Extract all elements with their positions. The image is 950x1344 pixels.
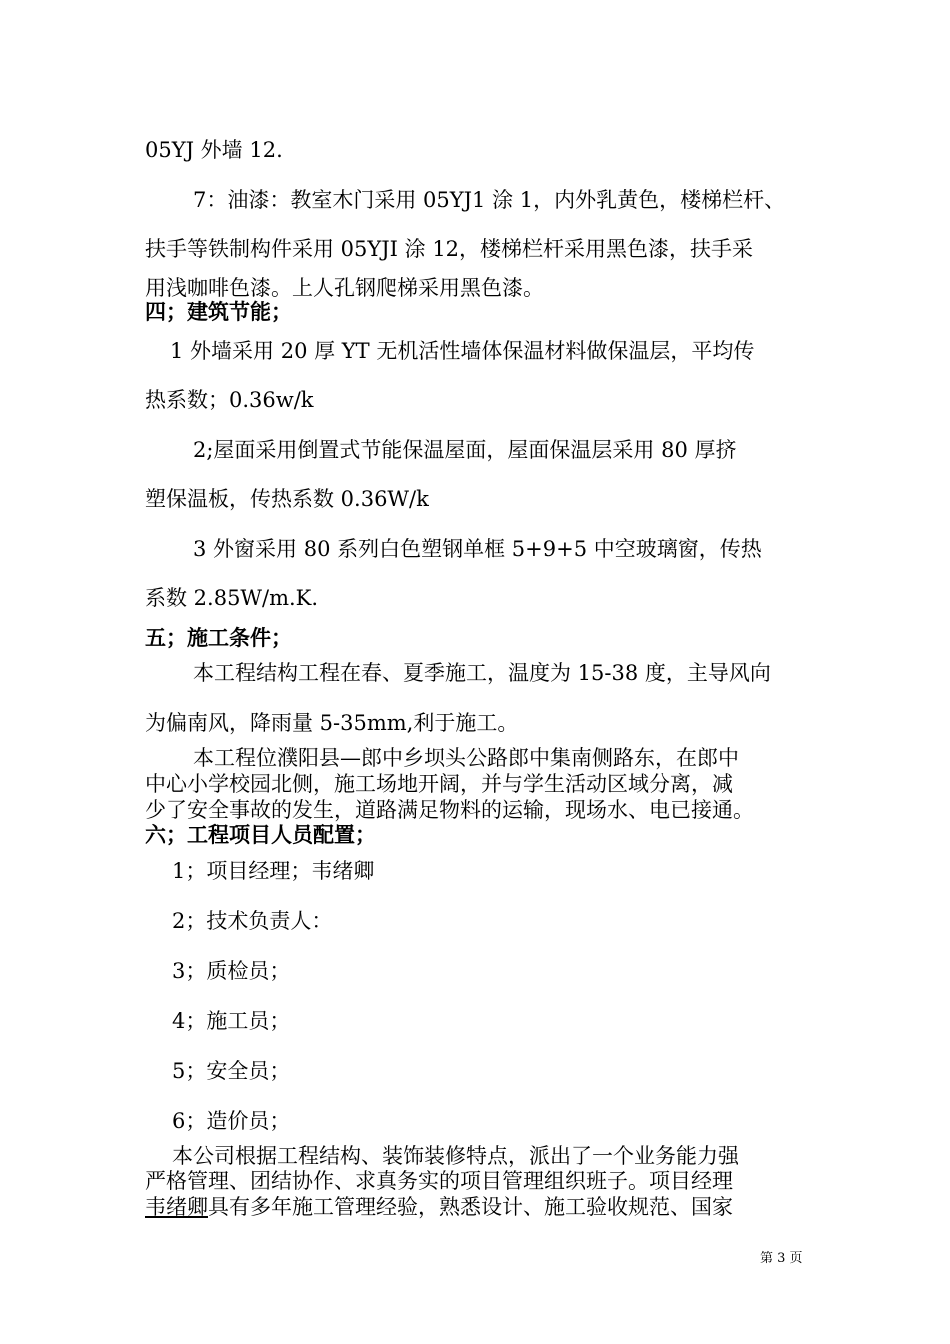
underlined-name: 韦绪卿 (145, 1195, 208, 1219)
list-item: 3；质检员； (172, 959, 291, 983)
text-line: 中心小学校园北侧，施工场地开阔，并与学生活动区域分离，减 (145, 772, 733, 796)
list-item: 5；安全员； (172, 1059, 291, 1083)
list-item: 1；项目经理；韦绪卿 (172, 859, 375, 883)
text-line: 3 外窗采用 80 系列白色塑钢单框 5+9+5 中空玻璃窗，传热 (193, 537, 762, 561)
text-line: 用浅咖啡色漆。上人孔钢爬梯采用黑色漆。 (145, 276, 544, 300)
section-heading: 六；工程项目人员配置； (145, 822, 376, 847)
text-line: 少了安全事故的发生，道路满足物料的运输，现场水、电已接通。 (145, 798, 754, 822)
text-line: 扶手等铁制构件采用 05YJI 涂 12，楼梯栏杆采用黑色漆，扶手采 (145, 237, 754, 261)
text-line: 05YJ 外墙 12. (145, 138, 283, 162)
page-number: 第 3 页 (760, 1251, 803, 1266)
text-run: 具有多年施工管理经验，熟悉设计、施工验收规范、国家 (208, 1195, 733, 1219)
text-line: 本公司根据工程结构、装饰装修特点，派出了一个业务能力强 (172, 1144, 739, 1168)
text-line: 为偏南风，降雨量 5-35mm,利于施工。 (145, 711, 519, 735)
text-line: 本工程位濮阳县—郎中乡坝头公路郎中集南侧路东，在郎中 (193, 746, 739, 770)
section-heading: 四；建筑节能； (145, 299, 292, 324)
text-line: 本工程结构工程在春、夏季施工，温度为 15-38 度，主导风向 (193, 661, 771, 685)
text-line: 系数 2.85W/m.K. (145, 586, 319, 610)
text-line: 7：油漆：教室木门采用 05YJ1 涂 1，内外乳黄色，楼梯栏杆、 (193, 188, 786, 212)
text-line: 2;屋面采用倒置式节能保温屋面，屋面保温层采用 80 厚挤 (193, 438, 737, 462)
section-heading: 五；施工条件； (145, 625, 292, 650)
list-item: 2；技术负责人： (172, 909, 333, 933)
list-item: 6；造价员； (172, 1109, 291, 1133)
text-line: 1 外墙采用 20 厚 YT 无机活性墙体保温材料做保温层，平均传 (170, 339, 755, 363)
text-line: 热系数；0.36w/k (145, 388, 314, 412)
list-item: 4；施工员； (172, 1009, 291, 1033)
text-line: 塑保温板，传热系数 0.36W/k (145, 487, 429, 511)
text-line: 严格管理、团结协作、求真务实的项目管理组织班子。项目经理 (145, 1169, 733, 1193)
text-line (145, 1194, 733, 1220)
